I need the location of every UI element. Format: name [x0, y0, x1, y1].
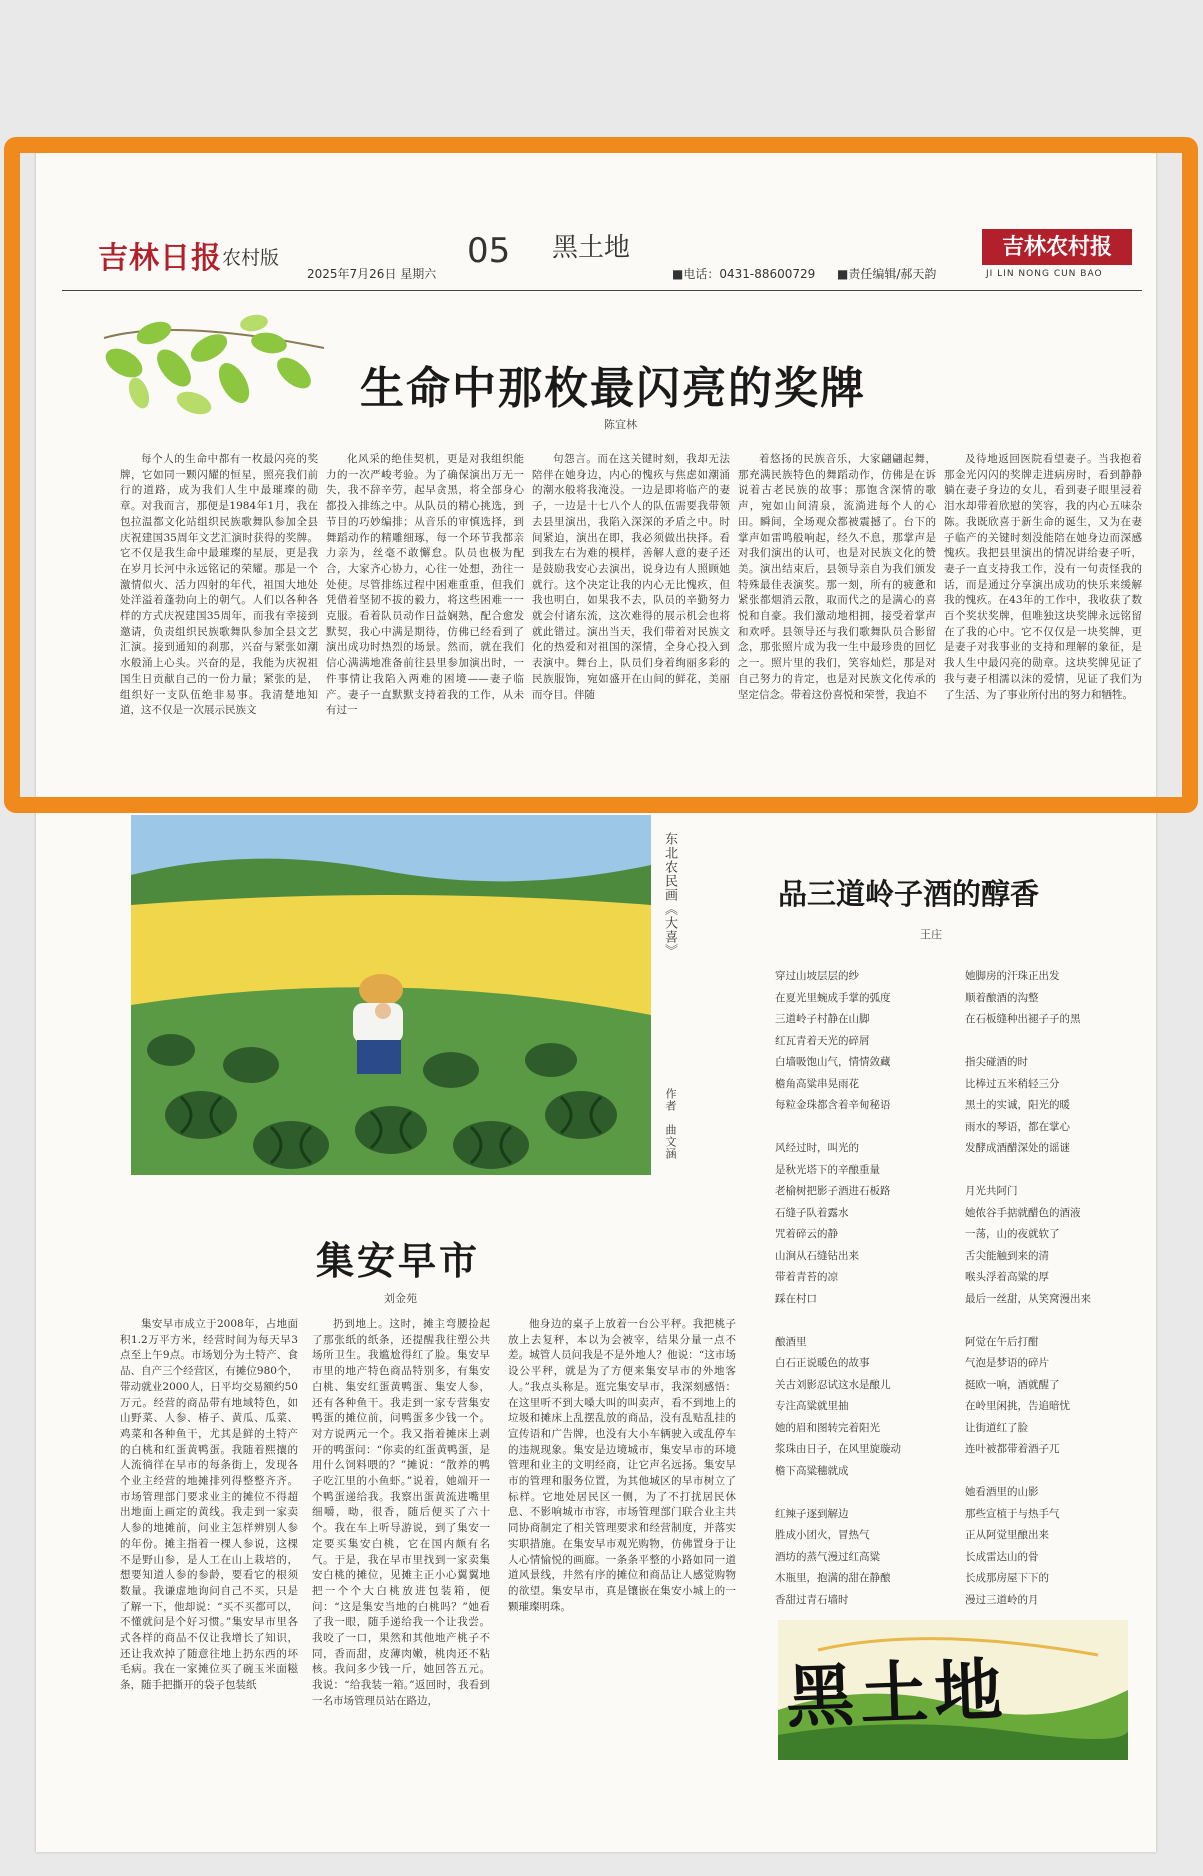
poem-stanza	[775, 1332, 955, 1483]
poem-line: 酒坊的蒸气漫过红高粱	[775, 1550, 880, 1563]
poem-line: 浆珠由日子，在风里旋璇动	[775, 1443, 901, 1455]
issue-date: 2025年7月26日 星期六	[307, 267, 437, 281]
newspaper-logo: 吉林日报	[98, 241, 222, 276]
poem-line: 黑土的实诚，阳光的暖	[965, 1099, 1070, 1111]
poem-line: 木瓶里，抱满的甜在静酿	[775, 1572, 891, 1584]
poem-line: 阿觉在午后打酣	[965, 1335, 1039, 1348]
poem-line: 长成雷达山的骨	[965, 1550, 1039, 1563]
poem-line: 长成那房屋下下的	[965, 1572, 1049, 1584]
poem-line: 咒着碎云的静	[775, 1228, 838, 1240]
rural-paper-logo: 吉林农村报	[982, 229, 1132, 265]
poem-line: 气泡是梦语的碎片	[965, 1357, 1049, 1369]
poem-line: 顺着酿酒的沟整	[965, 991, 1039, 1004]
poem-author: 王庄	[920, 928, 942, 941]
poem-line: 那些宣植于与热手气	[965, 1507, 1060, 1520]
poem-line: 她脚房的汗珠正出发	[965, 970, 1060, 982]
article-column-4: 着悠扬的民族音乐，大家翩翩起舞，那充满民族特色的舞蹈动作，仿佛是在诉说着古老民族的故事；那饱含深情的歌声，宛如山间清泉，流淌进每个人的心田。瞬间，全场观众都被震撼了。台下的掌声如雷鸣般响起，经久不息，那掌声是对我们演出的认可，也是对民族文化的赞美。演出结束后，县领导亲自为我们颁发特殊最佳表演奖。那一刻，所有的疲惫和紧张都烟消云散，取而代之的是满心的喜悦和自豪。我们激动地相拥，接受着掌声和欢呼。县领导还与我们歌舞队员合影留念，那张照片成为我一生中最珍贵的回忆之一。照片里的我们，笑容灿烂，那是对自己努力的肯定，也是对民族文化传承的坚定信念。带着这份喜悦和荣誉，我迫不	[738, 453, 936, 701]
poem-line: 每粒金珠都含着辛甸秘语	[775, 1099, 891, 1111]
poem-stanza	[775, 1138, 955, 1310]
poem-stanza	[965, 966, 1145, 1031]
poem-line: 石缝子队着露水	[775, 1206, 849, 1219]
poem-line: 胜成小团火，冒热气	[775, 1529, 870, 1541]
poem-line: 白石正说暖色的故事	[775, 1357, 870, 1369]
poem-line: 在石板缝种出褪子子的黑	[965, 1013, 1081, 1025]
article-title: 生命中那枚最闪亮的奖牌	[360, 363, 866, 414]
poem-line: 她侬谷手掂就醋色的酒液	[965, 1206, 1081, 1219]
rural-paper-logo-pinyin: JI LIN NONG CUN BAO	[986, 269, 1103, 279]
poem-line: 在岭里闲挑，告追暗忧	[965, 1400, 1070, 1412]
market-column-2: 扔到地上。这时，摊主弯腰捡起了那张纸的纸条，还提醒我往塑公共场所卫生。我尴尬得红了脸。集安早市里的地产特色商品特别多，有集安白桃、集安红蛋黄鸭蛋、集安人参，还有各种鱼干。我走到一家专营集安鸭蛋的摊位前，问鸭蛋多少钱一个。对方说两元一个。我又指着摊床上剥开的鸭蛋问：“你卖的红蛋黄鸭蛋，是用什么饲料喂的？”摊说：“散养的鸭子吃江里的小鱼虾。”说着，她端开一个鸭蛋递给我。我察出蛋黄流进嘴里细嚼，呦，很香，随后便买了六十个。我在车上听导游说，到了集安一定要买集安白桃，它在国内颇有名气。于是，我在早市里找到一家卖集安白桃的摊位，见摊主正小心翼翼地把一个个大白桃放进包装箱，便问：“这是集安当地的白桃吗？”她看了我一眼，随手递给我一个让我尝。我咬了一口，果然和其他地产桃子不同，香而甜，皮薄肉嫩，桃肉还不粘核。我问多少钱一斤，她回答五元。我说：“给我装一箱。”返回时，我看到一名市场管理员站在路边，	[312, 1318, 490, 1707]
responsible-editor: ■责任编辑/郝天韵	[837, 267, 937, 281]
poem-line: 雨水的琴语，都在掌心	[965, 1120, 1070, 1133]
poem-stanza	[775, 966, 955, 1117]
poem-line: 山涧从石缝钻出来	[775, 1249, 859, 1262]
poem-line: 风经过时，叫光的	[775, 1142, 859, 1154]
poem-line: 她的眉和图转完着阳光	[775, 1421, 880, 1434]
article-column-3: 句怨言。而在这关键时刻，我却无法陪伴在她身边，内心的愧疚与焦虑如潮涌的潮水般将我淹没。一边是即将临产的妻子，一边是十七八个人的队伍需要我带领去县里演出，我陷入深深的矛盾之中。时间紧迫，演出在即，我必须做出抉择。看到我左右为难的模样，善解人意的妻子还是鼓励我安心去演出，说身边有人照顾她就行。这个决定让我的内心无比愧疚，但我也明白，如果我不去，队员的辛勤努力就会付诸东流，这次难得的展示机会也将就此错过。演出当天，我们带着对民族文化的热爱和对祖国的深情，全身心投入到表演中。舞台上，队员们身着绚丽多彩的民族服饰，宛如盛开在山间的鲜花，美丽而夺目。伴随	[532, 453, 730, 701]
poem-line: 是秋光塔下的辛酿重量	[775, 1163, 880, 1176]
market-article-title: 集安早市	[316, 1238, 481, 1283]
poem-line: 一荡，山的夜就软了	[965, 1228, 1060, 1240]
poem-line: 穿过山坡层层的纱	[775, 970, 859, 982]
poem-line: 漫过三道岭的月	[965, 1593, 1039, 1606]
poem-line: 白墙吸饱山气，情情敛藏	[775, 1056, 891, 1068]
poem-line: 檐下高粱穗就成	[775, 1464, 849, 1477]
poem-line: 三道岭子村静在山脚	[775, 1013, 870, 1025]
article-column-5: 及待地返回医院看望妻子。当我抱着那金光闪闪的奖牌走进病房时，看到静静躺在妻子身边的女儿，看到妻子眼里浸着泪水却带着欣慰的笑容，我的内心五味杂陈。我既欣喜于新生命的诞生，又为在妻子临产的关键时刻没能陪在她身边而深感愧疚。我把县里演出的情况讲给妻子听，妻子一直支持我工作，没有一句责怪我的话，而是通过分享演出成功的快乐来缓解我的愧疚。在43年的工作中，我收获了数百个奖状奖牌，但唯独这块奖牌永远铭留在了我的心中。它不仅仅是一块奖牌，更是妻子对我事业的支持和理解的象征，是我人生中最闪亮的勋章。这块奖牌见证了我与妻子相濡以沫的爱情，见证了我们为了生活、为了事业所付出的努力和牺牲。	[944, 453, 1142, 701]
poem-line: 酿酒里	[775, 1335, 807, 1348]
poem-line: 月光共阿门	[965, 1185, 1018, 1197]
poem-line: 踩在村口	[775, 1292, 817, 1305]
poem-line: 让街道红了脸	[965, 1421, 1028, 1434]
poem-stanza	[965, 1482, 1145, 1611]
poem-stanza	[965, 1181, 1145, 1310]
poem-stanza	[965, 1332, 1145, 1461]
article-column-2: 化风采的绝佳契机，更是对我组织能力的一次严峻考验。为了确保演出万无一失，我不辞辛劳，起早贪黑，将全部身心都投入排练之中。从队员的精心挑选，到节目的巧妙编排；从音乐的审慎选择，到舞蹈动作的精雕细琢，每一个环节我都亲力亲为，丝毫不敢懈怠。队员也极为配合，大家齐心协力，心往一处想，劲往一处使。尽管排练过程中困难重重，但我们凭借着坚韧不拔的毅力，将这些困难一一克服。看着队员动作日益娴熟，配合愈发默契，我心中满是期待，仿佛已经看到了演出成功时热烈的场景。然而，就在我们信心满满地准备前往县里参加演出时，一件事情让我陷入两难的困境——妻子临产。妻子一直默默支持着我的工作，从未有过一	[326, 453, 524, 717]
poem-line: 香甜过青石墙时	[775, 1593, 849, 1606]
masthead	[62, 225, 1142, 289]
masthead-rule	[62, 290, 1142, 291]
poem-line: 舌尖能触到来的清	[965, 1249, 1049, 1262]
poem-line: 挺欧一响，酒就醒了	[965, 1378, 1060, 1391]
watermelon-painting	[131, 815, 651, 1175]
poem-stanza	[965, 1052, 1145, 1160]
poem-line: 喉头浮着高粱的厚	[965, 1271, 1049, 1283]
poem-line: 正从阿觉里酿出来	[965, 1529, 1049, 1541]
edition-label: 农村版	[222, 247, 280, 269]
poem-line: 比棒过五米稍轻三分	[965, 1077, 1060, 1090]
section-title: 黑土地	[552, 233, 631, 263]
poem-line: 关古刘影忍试这水是酿儿	[775, 1378, 891, 1391]
market-article-author: 刘金苑	[384, 1292, 417, 1305]
poem-line: 指尖碰酒的时	[965, 1056, 1028, 1068]
poem-stanza	[775, 1504, 955, 1612]
article-author: 陈宜林	[604, 418, 637, 431]
market-column-3: 他身边的桌子上放着一台公平秤。我把桃子放上去复秤，本以为会被宰，结果分量一点不差。城管人员问我是不是外地人？他说：“这市场设公平秤，就是为了方便来集安早市的外地客人。”我点头称是。逛完集安早市，我深刻感悟：在这里听不到大嗓大叫的叫卖声，看不到地上的垃圾和摊床上乱摆乱放的商品，没有乱贴乱挂的宣传语和广告牌，也没有大小车辆驶入或乱停车的违规现象。集安是边境城市，集安早市的环境管理和业主的文明经商，让它声名远扬。集安早市的管理和服务位置，为其他城区的早市树立了标样。它地处居民区一侧，为了不打扰居民休息、不影响城市市容，市场管理部门联合业主共同协商制定了相关管理要求和经营制度，并落实实职措施。在集安早市观光购物，仿佛置身于让人心情愉悦的画廊。一条条平整的小路如同一道道风景线，井然有序的摊位和商品让人感觉购物的欲望。集安早市，真是镶嵌在集安小城上的一颗璀璨明珠。	[508, 1318, 736, 1613]
poem-line: 红辣子逐到解边	[775, 1507, 849, 1520]
poem-line: 她看酒里的山影	[965, 1486, 1039, 1498]
poem-line: 老榆树把影子酒进石板路	[775, 1185, 891, 1197]
poem-left-column	[775, 966, 955, 1633]
article-column-1: 每个人的生命中都有一枚最闪亮的奖牌，它如同一颗闪耀的恒星，照亮我们前行的道路，成为我们人生中最璀璨的勋章。对我而言，那便是1984年1月，我在包拉温都文化站组织民族歌舞队参加全县庆祝建国35周年文艺汇演时获得的奖牌。它不仅是我生命中最璀璨的星辰，更是我在岁月长河中永远铭记的荣耀。那是一个激情似火、活力四射的年代，祖国大地处处洋溢着蓬勃向上的朝气。人们以各种各样的方式庆祝建国35周年，而我有幸接到邀请，负责组织民族歌舞队参加全县文艺汇演。接到通知的刹那，兴奋与紧张如潮水般涌上心头。兴奋的是，我能为庆祝祖国生日贡献自己的一份力量；紧张的是，组织好一支队伍绝非易事。我清楚地知道，这不仅是一次展示民族文	[120, 453, 318, 717]
poem-title: 品三道岭子酒的醇香	[778, 877, 1040, 911]
poem-line: 红瓦青着天光的碎屑	[775, 1034, 870, 1047]
market-column-1: 集安早市成立于2008年，占地面积1.2万平方米，经营时间为每天早3点至上午9点。市场划分为土特产、食品、自产三个经营区，有摊位980个，带动就业2000人，日平均交易额约50万元。经营的商品带有地域特色，如山野菜、人参、椿子、黄瓜、瓜菜、鸡菜和各种鱼干，尤其是鲜的土特产的白桃和红蛋黄鸭蛋。我随着熙攘的人流徜徉在早市的每条街上，发现各个业主经营的地摊排列得整整齐齐。市场管理部门要求业主的摊位不得超出地面上画定的黄线。我走到一家卖人参的地摊前，问业主怎样辨别人参的年份。摊主指着一棵人参说，这棵不是野山参，是人工在山上栽培的，想要知道人参的参龄，要看它的根须数量。我谦虚地询问自己不买，只是了解一下，他却说：“买不买都可以，不懂就问是个好习惯。”集安早市里各式各样的商品不仅让我增长了知识，还让我欢掉了随意往地上扔东西的坏毛病。我在一家摊位买了碗玉米面糍条，随手把撕开的袋子包装纸	[120, 1318, 298, 1692]
poem-line: 带着青苔的凉	[775, 1271, 838, 1283]
painting-caption: 东北农民画《大喜》	[662, 832, 677, 958]
poem-line: 最后一丝甜，从笑窝漫出来	[965, 1292, 1091, 1305]
poem-line: 连叶被都带着酒子兀	[965, 1443, 1060, 1455]
page-number: 05	[467, 231, 511, 271]
poem-line: 在夏光里蜿成手掌的弧度	[775, 991, 891, 1004]
leaves-decoration-icon	[94, 308, 334, 428]
poem-line: 檐角高粱串晃雨花	[775, 1077, 859, 1090]
phone-number: ■电话：0431-88600729	[672, 267, 816, 281]
poem-line: 专注高粱就里抽	[775, 1400, 849, 1412]
painting-credit: 作者 曲文涵	[664, 1088, 677, 1160]
heitu-logo: 黑土地	[784, 1650, 1010, 1738]
poem-right-column	[965, 966, 1145, 1633]
poem-line: 发酵成酒醋深处的谣谜	[965, 1142, 1070, 1154]
